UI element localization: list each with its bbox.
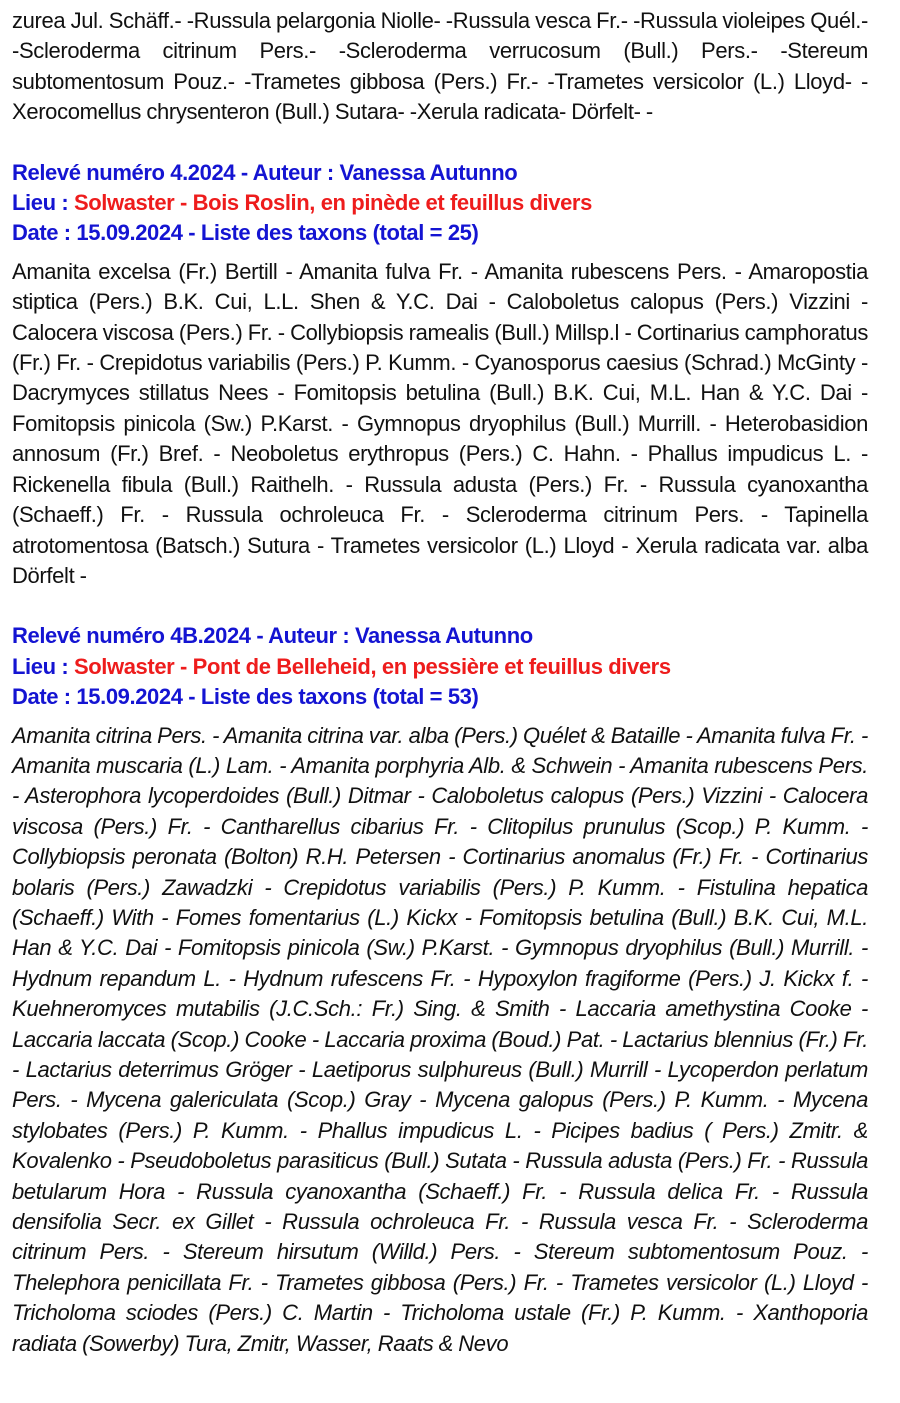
location-value: Solwaster - Pont de Belleheid, en pessière et feuillus divers bbox=[73, 653, 671, 679]
releve-title: Relevé numéro 4B.2024 - Auteur : Vanessa Autunno bbox=[12, 623, 533, 649]
location-value: Solwaster - Bois Roslin, en pinède et feuillus divers bbox=[73, 190, 592, 216]
releve-date: Date : 15.09.2024 - Liste des taxons (total = 53) bbox=[12, 684, 479, 710]
releve-4-2024 bbox=[12, 158, 868, 592]
releve-header bbox=[12, 158, 868, 249]
releve-header bbox=[12, 621, 868, 712]
releve-location bbox=[12, 188, 868, 218]
taxa-list: Amanita citrina Pers. - Amanita citrina var. alba (Pers.) Quélet & Bataille - Amanita fulva Fr. - Amanita muscaria (L.) Lam. - Amanita porphyria Alb. & Schwein - Amanita rubescens Pers. - Asterophora lycoperdoides (Bull.) Ditmar - Caloboletus calopus (Pers.) Vizzini - Calocera viscosa (Pers.) Fr. - Cantharellus cibarius Fr. - Clitopilus prunulus (Scop.) P. Kumm. - Collybiopsis peronata (Bolton) R.H. Petersen - Cortinarius anomalus (Fr.) Fr. - Cortinarius bolaris (Pers.) Zawadzki - Crepidotus variabilis (Pers.) P. Kumm. - Fistulina hepatica (Schaeff.) With - Fomes fomentarius (L.) Kickx - Fomitopsis betulina (Bull.) B.K. Cui, M.L. Han & Y.C. Dai - Fomitopsis pinicola (Sw.) P.Karst. - Gymnopus dryophilus (Bull.) Murrill. - Hydnum repandum L. - Hydnum rufescens Fr. - Hypoxylon fragiforme (Pers.) J. Kickx f. - Kuehneromyces mutabilis (J.C.Sch.: Fr.) Sing. & Smith - Laccaria amethystina Cooke - Laccaria laccata (Scop.) Cooke - Laccaria proxima (Boud.) Pat. - Lactarius blennius (Fr.) Fr. - Lactarius deterrimus Gröger - Laetiporus sulphureus (Bull.) Murrill - Lycoperdon perlatum Pers. - Mycena galericulata (Scop.) Gray - Mycena galopus (Pers.) P. Kumm. - Mycena stylobates (Pers.) P. Kumm. - Phallus impudicus L. - Picipes badius ( Pers.) Zmitr. & Kovalenko - Pseudoboletus parasiticus (Bull.) Sutata - Russula adusta (Pers.) Fr. - Russula betularum Hora - Russula cyanoxantha (Schaeff.) Fr. - Russula delica Fr. - Russula densifolia Secr. ex Gillet - Russula ochroleuca Fr. - Russula vesca Fr. - Scleroderma citrinum Pers. - Stereum hirsutum (Willd.) Pers. - Stereum subtomentosum Pouz. - Thelephora penicillata Fr. - Trametes gibbosa (Pers.) Fr. - Trametes versicolor (L.) Lloyd - Tricholoma sciodes (Pers.) C. Martin - Tricholoma ustale (Fr.) P. Kumm. - Xanthoporia radiata (Sowerby) Tura, Zmitr, Wasser, Raats & Nevo bbox=[12, 722, 868, 1356]
location-label: Lieu : bbox=[12, 653, 74, 679]
releve-date: Date : 15.09.2024 - Liste des taxons (total = 25) bbox=[12, 220, 479, 246]
releve-location bbox=[12, 652, 868, 682]
location-label: Lieu : bbox=[12, 190, 74, 216]
taxa-list: Amanita excelsa (Fr.) Bertill - Amanita fulva Fr. - Amanita rubescens Pers. - Amaropostia stiptica (Pers.) B.K. Cui, L.L. Shen & Y.C. Dai - Caloboletus calopus (Pers.) Vizzini - Calocera viscosa (Pers.) Fr. - Collybiopsis ramealis (Bull.) Millsp.l - Cortinarius camphoratus (Fr.) Fr. - Crepidotus variabilis (Pers.) P. Kumm. - Cyanosporus caesius (Schrad.) McGinty - Dacrymyces stillatus Nees - Fomitopsis betulina (Bull.) B.K. Cui, M.L. Han & Y.C. Dai - Fomitopsis pinicola (Sw.) P.Karst. - Gymnopus dryophilus (Bull.) Murrill. - Heterobasidion annosum (Fr.) Bref. - Neoboletus erythropus (Pers.) C. Hahn. - Phallus impudicus L. - Rickenella fibula (Bull.) Raithelh. - Russula adusta (Pers.) Fr. - Russula cyanoxantha (Schaeff.) Fr. - Russula ochroleuca Fr. - Scleroderma citrinum Pers. - Tapinella atrotomentosa (Batsch.) Sutura - Trametes versicolor (L.) Lloyd - Xerula radicata var. alba Dörfelt - bbox=[12, 258, 868, 588]
releve-4b-2024 bbox=[12, 621, 868, 1359]
intro-taxa-paragraph: zurea Jul. Schäff.- -Russula pelargonia Niolle- -Russula vesca Fr.- -Russula violeipes Quél.- -Scleroderma citrinum Pers.- -Scleroderma verrucosum (Bull.) Pers.- -Stereum subtomentosum Pouz.- -Trametes gibbosa (Pers.) Fr.- -Trametes versicolor (L.) Lloyd- -Xerocomellus chrysenteron (Bull.) Sutara- -Xerula radicata- Dörfelt- - bbox=[12, 8, 868, 125]
releve-title: Relevé numéro 4.2024 - Auteur : Vanessa Autunno bbox=[12, 159, 518, 185]
